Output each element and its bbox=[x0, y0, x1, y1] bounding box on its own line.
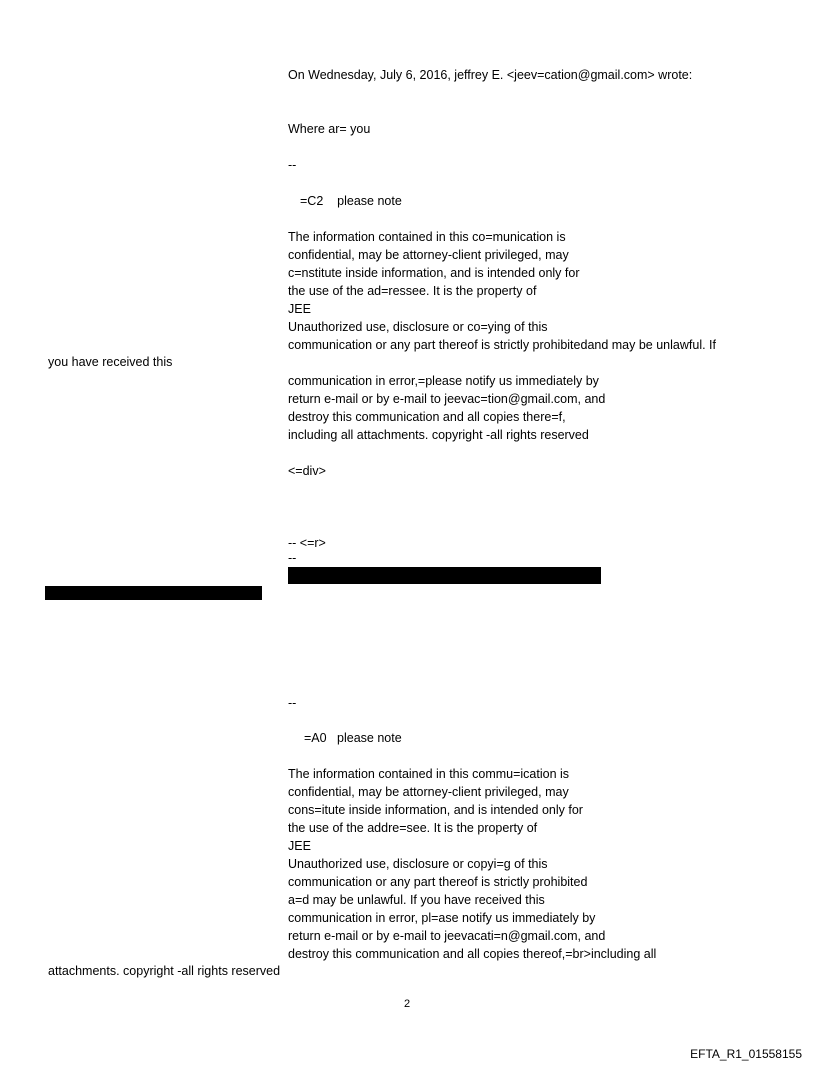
disclaimer-line: Unauthorized use, disclosure or co=ying of this bbox=[288, 320, 548, 334]
disclaimer-left-line: you have received this bbox=[48, 355, 173, 369]
page-number: 2 bbox=[404, 998, 411, 1010]
disclaimer-line: communication in error,=please notify us immediately by bbox=[288, 374, 599, 388]
quoted-header-line: On Wednesday, July 6, 2016, jeffrey E. <jeev=cation@gmail.com> wrote: bbox=[288, 68, 693, 82]
disclaimer-line: cons=itute inside information, and is intended only for bbox=[288, 803, 583, 817]
where-line: Where ar= you bbox=[288, 122, 371, 136]
disclaimer-line: destroy this communication and all copies thereof,=br>including all bbox=[288, 947, 657, 961]
separator-2b: -- bbox=[288, 551, 297, 565]
redaction-bar-left bbox=[45, 586, 262, 600]
disclaimer-line: the use of the ad=ressee. It is the property of bbox=[288, 284, 537, 298]
disclaimer-line: confidential, may be attorney-client privileged, may bbox=[288, 785, 569, 799]
disclaimer-line: The information contained in this co=munication is bbox=[288, 230, 566, 244]
separator-3: -- bbox=[288, 696, 297, 710]
document-id: EFTA_R1_01558155 bbox=[690, 1047, 802, 1061]
separator-2a: -- <=r> bbox=[288, 536, 326, 550]
disclaimer-left-line: attachments. copyright -all rights reserved bbox=[48, 964, 281, 978]
disclaimer-line: The information contained in this commu=ication is bbox=[288, 767, 570, 781]
disclaimer-line: JEE bbox=[288, 302, 311, 316]
disclaimer-line: communication or any part thereof is strictly prohibitedand may be unlawful. If bbox=[288, 338, 716, 352]
disclaimer-line: a=d may be unlawful. If you have received this bbox=[288, 893, 545, 907]
disclaimer-line: return e-mail or by e-mail to jeevac=tion@gmail.com, and bbox=[288, 392, 606, 406]
please-note-1: =C2 please note bbox=[300, 194, 402, 208]
separator-1: -- bbox=[288, 158, 297, 172]
disclaimer-line: the use of the addre=see. It is the property of bbox=[288, 821, 538, 835]
disclaimer-line: Unauthorized use, disclosure or copyi=g of this bbox=[288, 857, 548, 871]
disclaimer-line: c=nstitute inside information, and is intended only for bbox=[288, 266, 580, 280]
disclaimer-line: confidential, may be attorney-client privileged, may bbox=[288, 248, 569, 262]
disclaimer-line: JEE bbox=[288, 839, 311, 853]
disclaimer-line: return e-mail or by e-mail to jeevacati=n@gmail.com, and bbox=[288, 929, 606, 943]
disclaimer-line: including all attachments. copyright -all rights reserved bbox=[288, 428, 589, 442]
redaction-bar-right bbox=[288, 567, 601, 584]
disclaimer-line: communication or any part thereof is strictly prohibited bbox=[288, 875, 588, 889]
disclaimer-line: destroy this communication and all copies there=f, bbox=[288, 410, 566, 424]
disclaimer-line: communication in error, pl=ase notify us immediately by bbox=[288, 911, 596, 925]
div-tag-line: <=div> bbox=[288, 464, 326, 478]
please-note-2: =A0 please note bbox=[304, 731, 402, 745]
